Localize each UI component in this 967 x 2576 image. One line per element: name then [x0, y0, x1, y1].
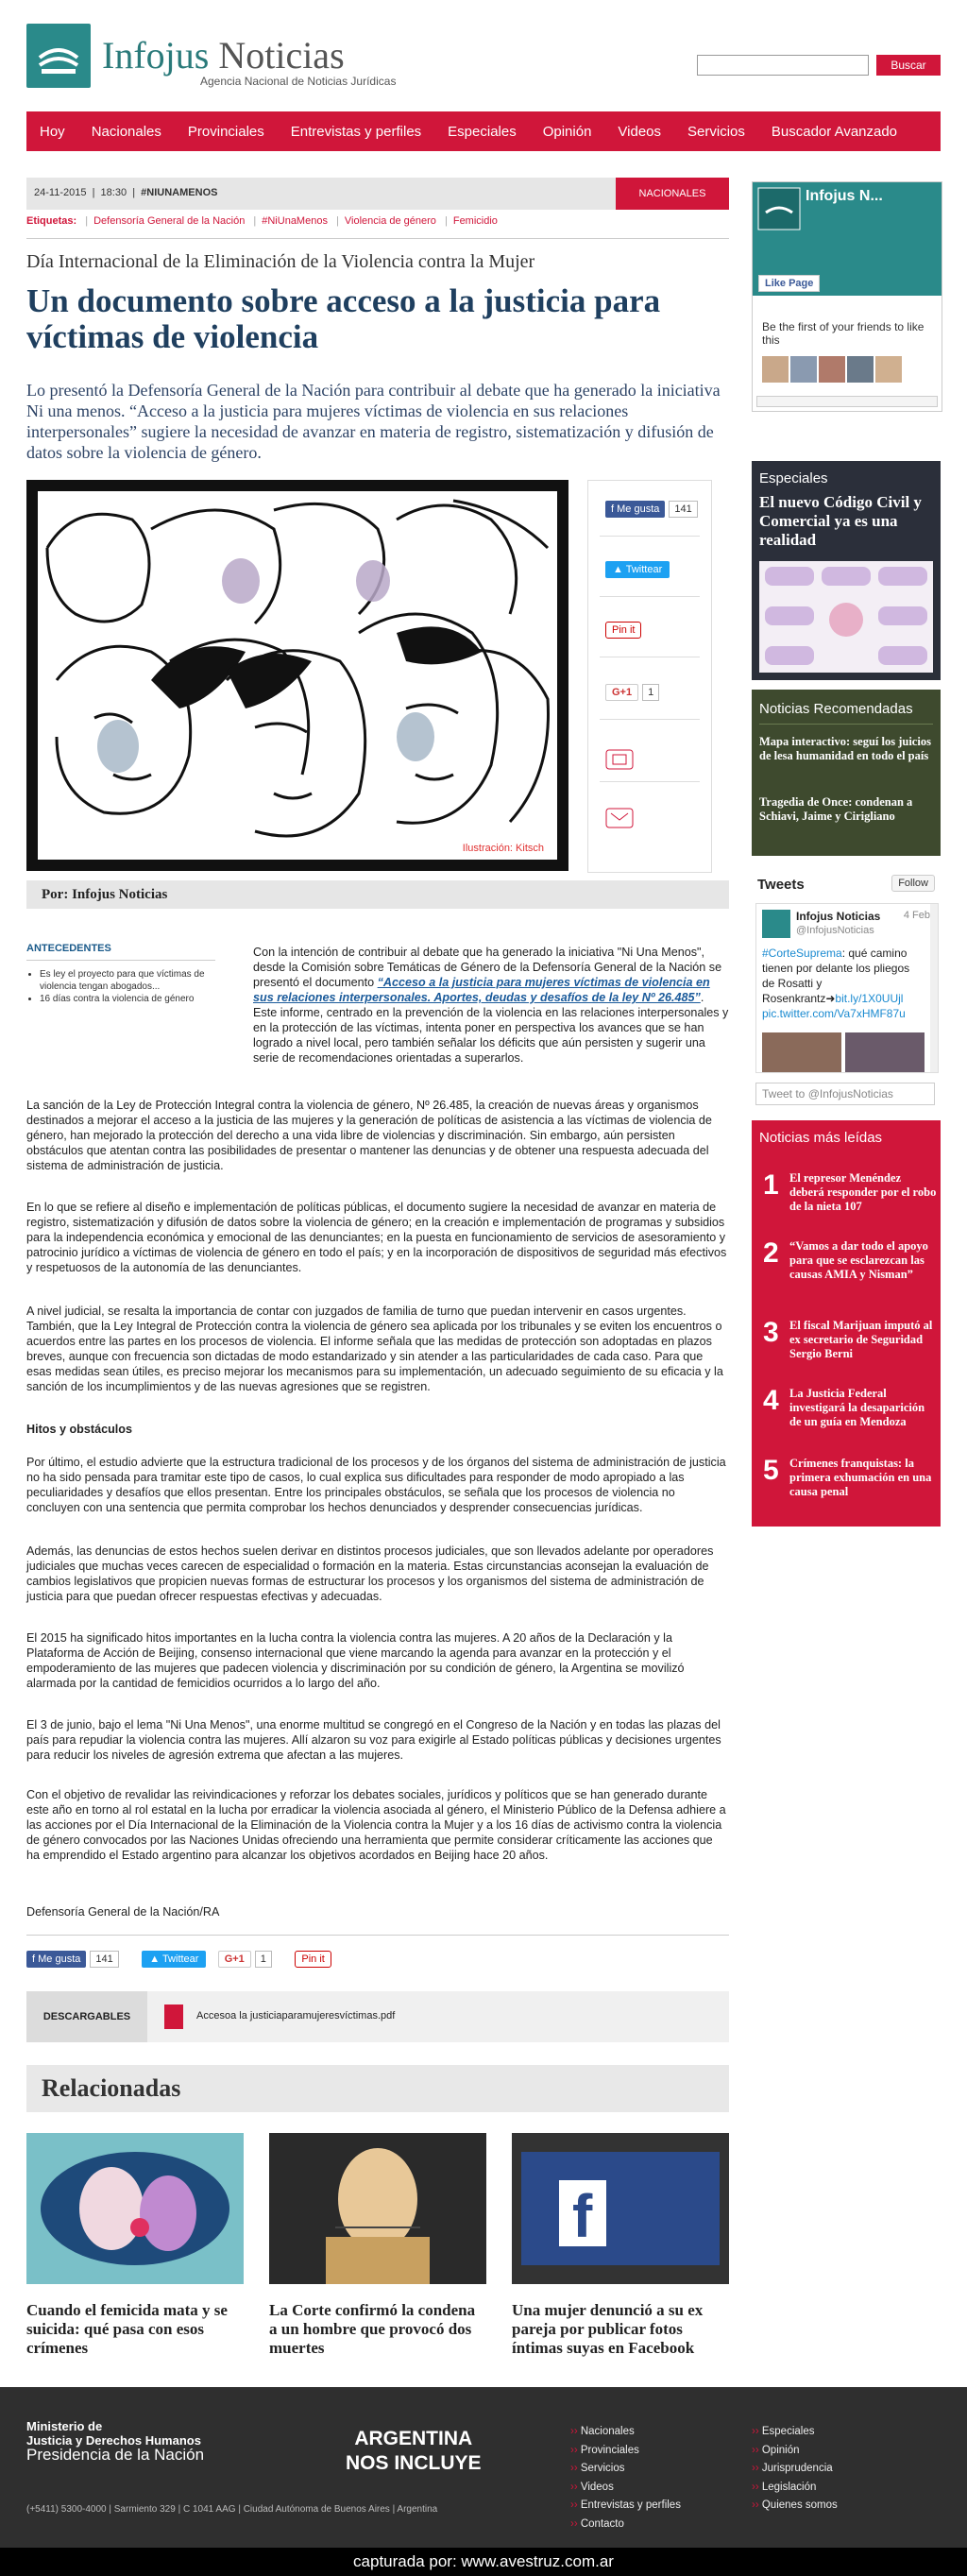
paragraph: Además, las denuncias de estos hechos suelen derivar en distintos procesos judiciales, que son llevados adelante por operadores judiciales que muchas veces carecen de especialidad o formación en la materia. Estas circunstancias aconsejan la evaluación de cambios legislativos que propicien nuevas formas de estructurar los procesos y los organismos del sistema de administración de justicia para que puedan ofrecer respuestas efectivas y adecuadas. — [26, 1544, 714, 1603]
nav-opinion[interactable]: Opinión — [542, 123, 592, 140]
subheading: Hitos y obstáculos — [26, 1423, 132, 1436]
article-meta — [26, 178, 729, 210]
antecedentes-box — [26, 943, 215, 1005]
paragraph: Por último, el estudio advierte que la estructura tradicional de los procesos y de los órganos del sistema de administración de justicia no ha sido pensada para tramitar este tipo de casos, lo cual explica sus dificultades para responder de modo apropiado a las peculiaridades y desafíos que ellos presentan. Entre los principales obstáculos, se señala que los procesos de violencia no concluyen con una sentencia que permita comprobar los hechos denunciados y desprender consecuencias jurídicas. — [26, 1456, 726, 1514]
twitter-bird-icon: ▲ — [149, 1953, 161, 1965]
especiales-headline[interactable]: El nuevo Código Civil y Comercial ya es una realidad — [759, 493, 922, 549]
print-button[interactable] — [605, 749, 634, 773]
related-title[interactable]: Una mujer denunció a su ex pareja por publicar fotos íntimas suyas en Facebook — [512, 2301, 704, 2357]
footer-link[interactable]: ›› Provinciales — [570, 2442, 681, 2461]
twitter-widget — [752, 869, 941, 1111]
signature: Defensoría General de la Nación/RA — [26, 1905, 220, 1919]
facebook-page-name[interactable]: Infojus N... — [806, 188, 883, 204]
divider — [759, 724, 933, 725]
tweet-date: 4 Feb — [903, 910, 930, 921]
avatar — [762, 910, 790, 938]
nav-especiales[interactable]: Especiales — [448, 123, 517, 140]
related-image — [269, 2133, 486, 2284]
related-card[interactable] — [26, 2133, 244, 2358]
footer-link[interactable]: ›› Videos — [570, 2479, 681, 2498]
like-count: 141 — [669, 501, 697, 518]
document-link[interactable]: “Acceso a la justicia para mujeres víctimas de violencia en sus relaciones interpersonales. Aportes, deudas y desafíos de la ley Nº 26.485” — [253, 976, 710, 1004]
especiales-box[interactable] — [752, 461, 941, 680]
twitter-share[interactable]: ▲ Twittear — [605, 564, 670, 575]
tweets-title: Tweets — [757, 877, 805, 893]
downloads-box — [26, 1991, 729, 2042]
downloads-label: DESCARGABLES — [26, 1991, 147, 2042]
paragraph: Con la intención de contribuir al debate que ha generado la iniciativa "Ni Una Menos", desde la Comisión sobre Temáticas de Género de la Defensoría General de la Nación se presentó el documento “Acceso a la justicia para mujeres víctimas de violencia en sus relaciones interpersonales. Aportes, deudas y desafíos de la ley Nº 26.485”. Este informe, centrado en la prevención de la violencia en las relaciones interpersonales y en la protección de las víctimas, intenta poner en perspectiva los avances que se han logrado a nivel local, pero también señalar los déficits que aún persisten y sugerir una serie de recomendaciones orientadas a superarlos. — [253, 946, 729, 1065]
related-card[interactable] — [269, 2133, 486, 2358]
site-footer — [0, 2387, 967, 2548]
logo-title: Infojus Noticias — [102, 34, 345, 77]
paragraph: En lo que se refiere al diseño e implementación de políticas públicas, el documento sugiere la necesidad de avanzar en materia de registro, sistematización y difusión de datos sobre la violencia de género; en la creación e implementación de programas y subsidios para la independencia económica y emocional de las denunciantes; en la puesta en funcionamiento de servicios de asesoramiento y patrocinio jurídico a víctimas de violencia de género en todo el país; y en la incorporación de dispositivos de seguridad más efectivos y respetuosos de la autonomía de las denunciantes. — [26, 1201, 727, 1274]
site-header — [26, 0, 941, 104]
nav-hoy[interactable]: Hoy — [40, 123, 65, 140]
recomendada-link[interactable]: Tragedia de Once: condenan a Schiavi, Jaime y Cirigliano — [759, 795, 913, 823]
paragraph: La sanción de la Ley de Protección Integral contra la violencia de género, Nº 26.485, la creación de nuevas áreas y organismos destinados a mejorar el acceso a la justicia de las mujeres y la generación de políticas de asistencia a las víctimas de violencia de género, han mejorado la protección del derecho a una vida libre de violencias y discriminación. Sin embargo, aún persisten obstáculos que atentan contra las posibilidades de presentar o mantener las denuncias y de obtener una respuesta adecuada del sistema de administración de justicia. — [26, 1099, 712, 1172]
facebook-like-button[interactable]: f Me gusta — [26, 1951, 86, 1968]
especiales-image — [759, 561, 933, 673]
twitter-share[interactable]: ▲ Twittear — [142, 1951, 206, 1968]
footer-link[interactable]: ›› Legislación — [752, 2479, 838, 2498]
related-card[interactable] — [512, 2133, 729, 2358]
tweet-text: #CorteSuprema: qué camino tienen por delante los pliegos de Rosatti y Rosenkrantz➜bit.ly/1X0UUjl pic.twitter.com/Va7xHMF87u — [762, 947, 910, 1020]
footer-link[interactable]: ›› Contacto — [570, 2516, 681, 2534]
article-lead: Lo presentó la Defensoría General de la Nación para contribuir al debate que ha generado la iniciativa Ni una menos. “Acceso a la justicia para mujeres víctimas de violencia en sus relaciones interpersonales” sugiere la necesidad de avanzar en materia de registro, sistematización y difusión de datos sobre la violencia de género. — [26, 381, 721, 462]
recomendadas-title: Noticias Recomendadas — [759, 701, 913, 717]
recomendada-link[interactable]: Mapa interactivo: seguí los juicios de lesa humanidad en todo el país — [759, 735, 931, 762]
nav-provinciales[interactable]: Provinciales — [187, 123, 264, 140]
footer-links-col1 — [570, 2423, 681, 2533]
category-badge[interactable]: NACIONALES — [616, 178, 729, 210]
pinterest-share[interactable]: Pin it — [295, 1951, 331, 1968]
capture-bar: capturada por: www.avestruz.com.ar — [0, 2548, 967, 2576]
facebook-like[interactable] — [605, 503, 698, 515]
article-kicker: Día Internacional de la Eliminación de la Violencia contra la Mujer — [26, 251, 535, 272]
nav-nacionales[interactable]: Nacionales — [91, 123, 161, 140]
share-row: f Me gusta 141 ▲ Twittear G+1 1 Pin it — [26, 1953, 941, 1965]
image-caption: Ilustración: Kitsch — [462, 843, 544, 854]
mas-leidas-box — [752, 1120, 941, 1527]
article-date: 24-11-2015 | 18:30 | #NIUNAMENOS — [34, 187, 218, 198]
faces-drawing — [38, 491, 557, 860]
article-illustration — [26, 480, 568, 871]
footer-link[interactable]: ›› Servicios — [570, 2460, 681, 2479]
divider — [600, 536, 700, 537]
tag-link[interactable]: #NiUnaMenos — [262, 215, 328, 227]
twitter-follow-button[interactable]: Follow — [891, 875, 935, 892]
related-image — [512, 2133, 729, 2284]
tweet-photo — [845, 1032, 925, 1073]
pdf-download-link[interactable]: Accesoa la justiciaparamujeresvíctimas.pdf — [196, 2010, 396, 2022]
related-image — [26, 2133, 244, 2284]
tag-link[interactable]: Defensoría General de la Nación — [93, 215, 246, 227]
footer-address: (+5411) 5300-4000 | Sarmiento 329 | C 1041 AAG | Ciudad Autónoma de Buenos Aires | Argentina — [26, 2504, 438, 2515]
paragraph: El 2015 ha significado hitos importantes en la lucha contra la violencia contra las mujeres. A 20 años de la Declaración y la Plataforma de Acción de Beijing, consenso internacional que viene marcando la agenda para avanzar en la protección y el empoderamiento de las mujeres que padecen violencia y discriminación por su condición de género, la Argentina se movilizó alarmada por la cantidad de femicidios ocurridos a lo largo del año. — [26, 1631, 685, 1690]
share-column — [587, 480, 712, 873]
logo-subtitle: Agencia Nacional de Noticias Jurídicas — [200, 75, 397, 88]
related-heading: Relacionadas — [26, 2065, 729, 2112]
paragraph: A nivel judicial, se resalta la importancia de contar con juzgados de familia de turno que puedan intervenir en casos urgentes. También, que la Ley Integral de Protección contra la violencia de género sea aplicada por los tribunales y se eviten los encuentros o acuerdos entre las partes en los procesos de violencia. El informe señala que las medidas de protección son adoptadas en plazos breves, aunque con frecuencia son dictadas de modo estandarizado y sin atender a las particularidades de cada caso. Para que esas medidas sean útiles, es preciso mejorar los mecanismos para su implementación, un adecuado seguimiento de su eficacia y la sanción de los incumplimientos y de las nuevas agresiones que se registren. — [26, 1305, 723, 1393]
email-button[interactable] — [605, 808, 634, 831]
tags-row: Etiquetas: | Defensoría General de la Nación | #NiUnaMenos | Violencia de género | Femicidio — [26, 215, 498, 227]
logo-book-icon — [26, 24, 91, 88]
footer-link[interactable]: ›› Nacionales — [570, 2423, 681, 2442]
nav-servicios[interactable]: Servicios — [687, 123, 745, 140]
footer-link[interactable]: ›› Opinión — [752, 2442, 838, 2461]
paragraph: El 3 de junio, bajo el lema "Ni Una Menos", una enorme multitud se congregó en el Congreso de la Nación y en todas las plazas del país para repudiar la violencia contra las mujeres. Allí alzaron su voz para exigirle al Estado políticas públicas y decisiones urgentes para reducir los niveles de agresión extrema que afectan a las mujeres. — [26, 1718, 721, 1762]
search-input[interactable] — [697, 55, 869, 76]
tweet-timeline[interactable] — [755, 903, 939, 1073]
facebook-like-button[interactable]: f Me gusta — [605, 501, 665, 518]
footer-links-col2 — [752, 2423, 838, 2516]
mas-leida-item[interactable]: 2 “Vamos a dar todo el apoyo para que se esclarezcan las causas AMIA y Nisman” — [763, 1237, 928, 1281]
paragraph: Con el objetivo de revalidar las reivindicaciones y reforzar los debates sociales, jurídicos y políticos que se han generado durante este año en torno al rol estatal en la lucha por erradicar la violencia asociada al género, el Ministerio Público de la Defensa adhiere a las acciones por el Día Internacional de la Eliminación de la Violencia contra la Mujer y a los 16 días de activismo contra la violencia de género convocados por las Naciones Unidas ofreciendo una herramienta que permite considerar críticamente las acciones que ha emprendido el Estado argentino para alcanzar los objetivos acordados en Beijing hace 20 años. — [26, 1788, 726, 1862]
antecedente-link[interactable]: • 16 días contra la violencia de género — [40, 993, 215, 1005]
envelope-icon — [605, 808, 634, 828]
facebook-widget — [752, 181, 942, 412]
mas-leidas-title: Noticias más leídas — [759, 1130, 883, 1146]
facebook-like-page-button[interactable]: Like Page — [758, 275, 820, 292]
tag-link[interactable]: Femicidio — [452, 215, 498, 227]
footer-link[interactable]: ›› Jurisprudencia — [752, 2460, 838, 2479]
footer-link[interactable]: ›› Entrevistas y perfiles — [570, 2497, 681, 2516]
related-title[interactable]: Cuando el femicida mata y se suicida: qué pasa con esos crímenes — [26, 2301, 228, 2357]
nav-entrevistas[interactable]: Entrevistas y perfiles — [290, 123, 422, 140]
nav-videos[interactable]: Videos — [618, 123, 662, 140]
footer-link[interactable]: ›› Quienes somos — [752, 2497, 838, 2516]
svg-text:f: f — [572, 2182, 593, 2250]
antecedente-link[interactable]: • Es ley el proyecto para que víctimas de violencia tengan abogados... — [40, 968, 215, 993]
horizontal-scrollbar[interactable] — [756, 396, 938, 407]
twitter-bird-icon: ▲ — [613, 564, 623, 575]
author-bar: Por: Infojus Noticias — [26, 880, 729, 909]
friend-avatars — [762, 356, 932, 384]
footer-link[interactable]: ›› Especiales — [752, 2423, 838, 2442]
facebook-cover — [753, 182, 942, 296]
gplus-share[interactable]: G+1 1 — [605, 687, 659, 698]
pdf-icon — [164, 2005, 183, 2029]
pinterest-share[interactable]: Pin it — [605, 624, 641, 636]
tag-link[interactable]: Violencia de género — [344, 215, 436, 227]
main-nav — [26, 111, 941, 151]
mas-leida-item[interactable]: 1 El represor Menéndez deberá responder por el robo de la nieta 107 — [763, 1169, 937, 1213]
facebook-friends-text: Be the first of your friends to like this — [762, 320, 925, 347]
especiales-title: Especiales — [759, 470, 828, 486]
recomendadas-box — [752, 690, 941, 856]
article-headline: Un documento sobre acceso a la justicia para víctimas de violencia — [26, 282, 661, 355]
tweet-handle: @InfojusNoticias — [796, 925, 874, 936]
facebook-icon: f — [32, 1953, 36, 1965]
divider — [600, 781, 700, 782]
mas-leida-item[interactable]: 3 El fiscal Marijuan imputó al ex secretario de Seguridad Sergio Berni — [763, 1317, 933, 1360]
print-icon — [605, 749, 634, 770]
tweet-photo — [762, 1032, 841, 1073]
divider — [26, 1935, 729, 1936]
divider — [600, 719, 700, 720]
mas-leida-item[interactable]: 4 La Justicia Federal investigará la desaparición de un guía en Mendoza — [763, 1385, 925, 1428]
tags-label: Etiquetas: — [26, 215, 77, 227]
mas-leida-item[interactable]: 5 Crímenes franquistas: la primera exhumación en una causa penal — [763, 1455, 932, 1498]
vertical-scrollbar[interactable] — [930, 904, 938, 1072]
tweet-to-input[interactable]: Tweet to @InfojusNoticias — [755, 1083, 935, 1105]
nav-buscador[interactable]: Buscador Avanzado — [771, 123, 898, 140]
argentina-slogan: ARGENTINA NOS INCLUYE — [346, 2428, 482, 2474]
ministry-logo[interactable]: Ministerio de Justicia y Derechos Humanos Presidencia de la Nación — [26, 2419, 205, 2464]
site-logo[interactable] — [26, 24, 395, 90]
divider — [600, 596, 700, 597]
related-title[interactable]: La Corte confirmó la condena a un hombre que provocó dos muertes — [269, 2301, 476, 2357]
search-button[interactable]: Buscar — [876, 55, 941, 76]
facebook-icon: f — [611, 503, 615, 515]
antecedentes-title: ANTECEDENTES — [26, 943, 215, 961]
tweet-user[interactable]: Infojus Noticias — [796, 910, 881, 923]
divider — [26, 238, 729, 239]
gplus-share[interactable]: G+1 — [218, 1951, 251, 1968]
